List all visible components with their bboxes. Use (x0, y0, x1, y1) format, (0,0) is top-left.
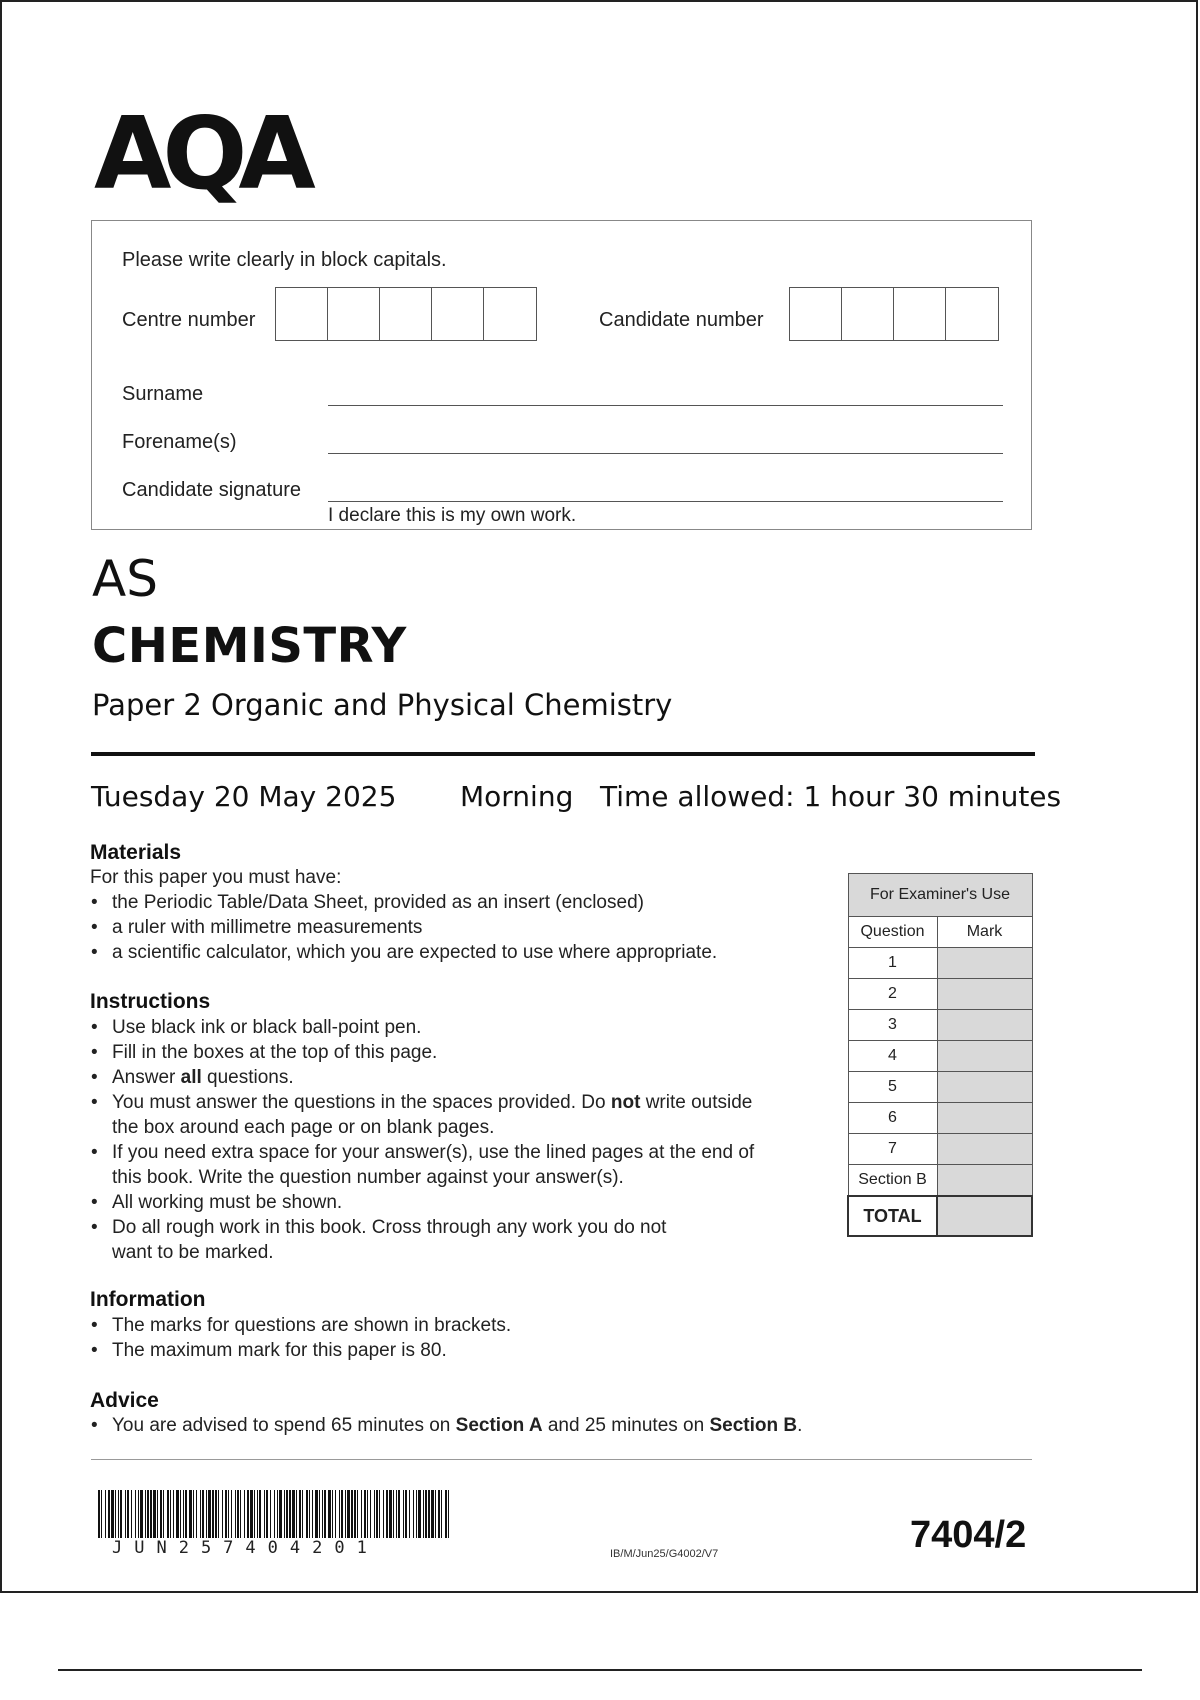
title-divider (91, 752, 1035, 756)
barcode-bar (335, 1490, 336, 1538)
text-fragment: Do all rough work in this book. Cross through any work you do not (112, 1217, 667, 1238)
text-fragment: You must answer the questions in the spaces provided. Do (112, 1092, 611, 1113)
signature-label: Candidate signature (122, 479, 302, 501)
barcode-bar (379, 1490, 380, 1538)
barcode-text: JUN257404201 (112, 1538, 379, 1558)
barcode-bar (202, 1490, 204, 1538)
document-reference: IB/M/Jun25/G4002/V7 (610, 1548, 719, 1560)
declaration-text: I declare this is my own work. (328, 505, 577, 526)
mark-cell[interactable] (937, 1103, 1032, 1134)
table-row (848, 1072, 1032, 1103)
centre-number-digit[interactable] (276, 288, 328, 340)
barcode-bar (193, 1490, 194, 1538)
barcode-bar (279, 1490, 282, 1538)
barcode-bar (284, 1490, 285, 1538)
table-row (848, 1041, 1032, 1072)
barcode-bar (176, 1490, 179, 1538)
list-item (90, 1090, 754, 1140)
table-row (848, 1165, 1032, 1197)
barcode (98, 1490, 450, 1538)
information-heading: Information (90, 1288, 206, 1311)
advice-heading: Advice (90, 1389, 159, 1412)
mark-cell[interactable] (937, 1165, 1032, 1197)
barcode-bar (145, 1490, 146, 1538)
barcode-bar (370, 1490, 371, 1538)
candidate-number-boxes[interactable] (789, 287, 999, 341)
centre-number-digit[interactable] (432, 288, 484, 340)
list-item: • Fill in the boxes at the top of this page. (90, 1040, 754, 1065)
barcode-bar (131, 1490, 132, 1538)
instructions-list (90, 1015, 754, 1265)
barcode-bar (448, 1490, 449, 1538)
barcode-bar (423, 1490, 424, 1538)
barcode-bar (183, 1490, 184, 1538)
barcode-bar (438, 1490, 440, 1538)
exam-session: Morning (460, 780, 574, 813)
question-number: 4 (848, 1041, 937, 1072)
barcode-bar (364, 1490, 366, 1538)
text-fragment: . (797, 1415, 803, 1436)
barcode-bar (357, 1490, 358, 1538)
block-capitals-instruction: Please write clearly in block capitals. (122, 249, 447, 271)
materials-intro: For this paper you must have: (90, 867, 342, 888)
barcode-bar (396, 1490, 397, 1538)
barcode-bar (240, 1490, 241, 1538)
mark-column-header: Mark (937, 917, 1032, 948)
barcode-bar (328, 1490, 331, 1538)
barcode-bar (286, 1490, 288, 1538)
text-fragment: questions. (201, 1067, 294, 1088)
candidate-number-digit[interactable] (946, 288, 998, 340)
question-number: 2 (848, 979, 937, 1010)
advice-list (90, 1413, 802, 1438)
question-number: Section B (848, 1165, 937, 1197)
mark-cell[interactable] (937, 979, 1032, 1010)
barcode-bar (212, 1490, 214, 1538)
candidate-number-label: Candidate number (599, 309, 764, 331)
question-number: 5 (848, 1072, 937, 1103)
centre-number-label: Centre number (122, 309, 256, 331)
barcode-bar (150, 1490, 152, 1538)
barcode-bar (418, 1490, 421, 1538)
barcode-bar (354, 1490, 356, 1538)
question-column-header: Question (848, 917, 937, 948)
barcode-bar (108, 1490, 110, 1538)
list-item: • Use black ink or black ball-point pen. (90, 1015, 754, 1040)
barcode-bar (315, 1490, 318, 1538)
qualification-level: AS (92, 550, 158, 608)
list-item: • All working must be shown. (90, 1190, 754, 1215)
text-fragment: write outside (640, 1092, 753, 1113)
barcode-bar (225, 1490, 227, 1538)
barcode-bar (138, 1490, 139, 1538)
question-number: 3 (848, 1010, 937, 1041)
barcode-bar (274, 1490, 275, 1538)
total-row (848, 1196, 1032, 1236)
barcode-bar (163, 1490, 164, 1538)
barcode-bar (361, 1490, 362, 1538)
barcode-bar (218, 1490, 219, 1538)
barcode-bar (351, 1490, 353, 1538)
bold-text: Section A (455, 1415, 543, 1436)
forename-label: Forename(s) (122, 431, 237, 453)
table-row (848, 979, 1032, 1010)
barcode-bar (120, 1490, 122, 1538)
barcode-bar (435, 1490, 436, 1538)
information-list (90, 1313, 511, 1363)
barcode-bar (135, 1490, 136, 1538)
time-allowed: Time allowed: 1 hour 30 minutes (600, 780, 1062, 813)
candidate-number-digit[interactable] (842, 288, 894, 340)
barcode-bar (196, 1490, 197, 1538)
barcode-bar (231, 1490, 232, 1538)
barcode-bar (270, 1490, 271, 1538)
text-fragment: and 25 minutes on (542, 1415, 710, 1436)
barcode-bar (215, 1490, 217, 1538)
mark-cell[interactable] (937, 1072, 1032, 1103)
centre-number-boxes[interactable] (275, 287, 537, 341)
barcode-bar (341, 1490, 343, 1538)
candidate-number-digit[interactable] (894, 288, 946, 340)
total-mark-cell[interactable] (937, 1196, 1032, 1236)
aqa-logo: AQA (94, 95, 307, 212)
barcode-bar (153, 1490, 156, 1538)
barcode-bar (441, 1490, 442, 1538)
examiners-use-title: For Examiner's Use (848, 874, 1032, 917)
barcode-bar (160, 1490, 162, 1538)
forename-line[interactable] (328, 453, 1003, 454)
barcode-bar (206, 1490, 207, 1538)
centre-number-digit[interactable] (328, 288, 380, 340)
barcode-bar (244, 1490, 245, 1538)
barcode-bar (185, 1490, 187, 1538)
barcode-bar (235, 1490, 236, 1538)
text-fragment: this book. Write the question number against your answer(s). (112, 1167, 624, 1188)
bold-text: not (610, 1092, 641, 1113)
barcode-bar (413, 1490, 414, 1538)
table-row (848, 1134, 1032, 1165)
barcode-bar (389, 1490, 392, 1538)
list-item (90, 1413, 802, 1438)
mark-cell[interactable] (937, 1134, 1032, 1165)
barcode-bar (208, 1490, 211, 1538)
question-number: 7 (848, 1134, 937, 1165)
barcode-bar (347, 1490, 350, 1538)
barcode-bar (266, 1490, 268, 1538)
bold-text: all (180, 1067, 202, 1088)
barcode-bar (118, 1490, 119, 1538)
barcode-bar (105, 1490, 106, 1538)
list-item: • a scientific calculator, which you are expected to use where appropriate. (90, 940, 717, 965)
barcode-bar (157, 1490, 158, 1538)
barcode-bar (254, 1490, 255, 1538)
barcode-bar (264, 1490, 265, 1538)
barcode-bar (125, 1490, 126, 1538)
barcode-bar (147, 1490, 149, 1538)
barcode-bar (367, 1490, 368, 1538)
list-item: • a ruler with millimetre measurements (90, 915, 717, 940)
candidate-number-digit[interactable] (790, 288, 842, 340)
barcode-bar (445, 1490, 447, 1538)
barcode-bar (170, 1490, 171, 1538)
table-row (848, 1010, 1032, 1041)
total-label: TOTAL (848, 1196, 937, 1236)
barcode-bar (322, 1490, 323, 1538)
candidate-details-box (91, 220, 1032, 530)
barcode-bar (383, 1490, 384, 1538)
barcode-bar (403, 1490, 404, 1538)
barcode-bar (277, 1490, 278, 1538)
text-fragment: want to be marked. (112, 1242, 274, 1263)
barcode-bar (111, 1490, 114, 1538)
surname-line[interactable] (328, 405, 1003, 406)
barcode-bar (386, 1490, 388, 1538)
barcode-bar (302, 1490, 303, 1538)
list-item (90, 1215, 754, 1265)
text-fragment: If you need extra space for your answer(s), use the lined pages at the end of (112, 1142, 755, 1163)
barcode-bar (409, 1490, 410, 1538)
barcode-bar (257, 1490, 258, 1538)
centre-number-digit[interactable] (380, 288, 432, 340)
barcode-bar (127, 1490, 129, 1538)
barcode-bar (292, 1490, 295, 1538)
barcode-bar (289, 1490, 291, 1538)
barcode-bar (425, 1490, 427, 1538)
barcode-bar (332, 1490, 333, 1538)
surname-label: Surname (122, 383, 204, 405)
mark-cell[interactable] (937, 1041, 1032, 1072)
barcode-bar (306, 1490, 308, 1538)
mark-cell[interactable] (937, 1010, 1032, 1041)
text-fragment: the box around each page or on blank pages. (112, 1117, 495, 1138)
barcode-bar (222, 1490, 223, 1538)
barcode-bar (405, 1490, 407, 1538)
barcode-bar (167, 1490, 169, 1538)
mark-cell[interactable] (937, 948, 1032, 979)
barcode-bar (309, 1490, 310, 1538)
barcode-bar (115, 1490, 116, 1538)
list-item: • the Periodic Table/Data Sheet, provided as an insert (enclosed) (90, 890, 717, 915)
subject-title: CHEMISTRY (92, 618, 407, 674)
barcode-bar (98, 1490, 100, 1538)
list-item: • The maximum mark for this paper is 80. (90, 1338, 511, 1363)
barcode-bar (339, 1490, 340, 1538)
footer-divider (91, 1459, 1032, 1460)
list-item (90, 1140, 754, 1190)
barcode-bar (189, 1490, 192, 1538)
barcode-bar (398, 1490, 400, 1538)
barcode-bar (140, 1490, 143, 1538)
barcode-bar (247, 1490, 249, 1538)
barcode-bar (299, 1490, 301, 1538)
text-fragment: Answer (112, 1067, 181, 1088)
bold-text: Section B (709, 1415, 798, 1436)
table-row (848, 948, 1032, 979)
barcode-bar (237, 1490, 239, 1538)
barcode-bar (319, 1490, 320, 1538)
instructions-heading: Instructions (90, 990, 211, 1013)
centre-number-digit[interactable] (484, 288, 536, 340)
barcode-bar (101, 1490, 102, 1538)
barcode-bar (374, 1490, 375, 1538)
signature-line[interactable] (328, 501, 1003, 502)
barcode-bar (173, 1490, 174, 1538)
barcode-bar (428, 1490, 430, 1538)
barcode-bar (345, 1490, 346, 1538)
question-number: 6 (848, 1103, 937, 1134)
barcode-bar (416, 1490, 417, 1538)
materials-list (90, 890, 717, 965)
barcode-bar (393, 1490, 394, 1538)
barcode-bar (376, 1490, 378, 1538)
exam-date: Tuesday 20 May 2025 (91, 780, 397, 813)
barcode-bar (228, 1490, 229, 1538)
barcode-bar (324, 1490, 326, 1538)
text-fragment: You are advised to spend 65 minutes on (112, 1415, 456, 1436)
barcode-bar (180, 1490, 181, 1538)
list-item: • The marks for questions are shown in brackets. (90, 1313, 511, 1338)
barcode-bar (312, 1490, 313, 1538)
list-item (90, 1065, 754, 1090)
materials-heading: Materials (90, 841, 182, 864)
barcode-bar (250, 1490, 253, 1538)
paper-code: 7404/2 (910, 1514, 1027, 1556)
examiners-use-table (847, 873, 1033, 1237)
question-number: 1 (848, 948, 937, 979)
page-bottom-rule (58, 1669, 1142, 1671)
paper-title: Paper 2 Organic and Physical Chemistry (92, 688, 673, 722)
barcode-bar (296, 1490, 297, 1538)
barcode-bar (259, 1490, 261, 1538)
table-row (848, 1103, 1032, 1134)
barcode-bar (431, 1490, 434, 1538)
barcode-bar (200, 1490, 201, 1538)
